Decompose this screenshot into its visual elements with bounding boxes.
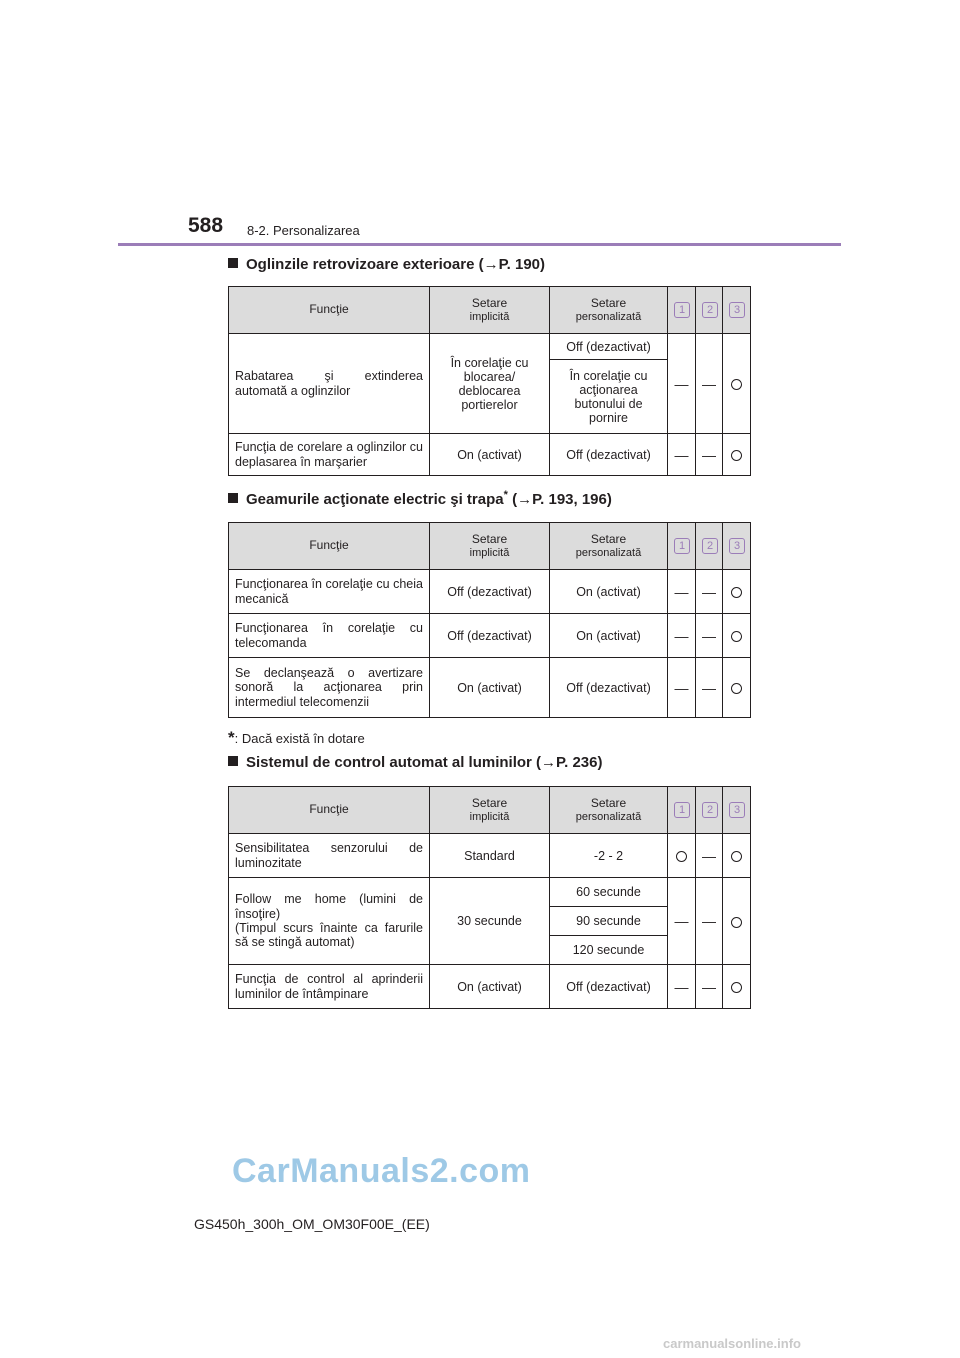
mark-cell: —	[668, 658, 696, 718]
custom-cell: 120 secunde	[550, 936, 668, 965]
default-cell: On (activat)	[430, 965, 550, 1009]
function-cell: Funcţionarea în corelaţie cu telecomanda	[229, 614, 430, 658]
mark-cell: —	[696, 570, 723, 614]
function-cell: Rabatarea şi extinderea automată a oglinzilor	[229, 334, 430, 434]
circle-mark-icon	[731, 917, 742, 928]
mark-cell: —	[696, 834, 723, 878]
table-row	[229, 965, 751, 1009]
mark-cell	[668, 834, 696, 878]
col-default: Setare implicită	[430, 523, 550, 570]
lights-table	[228, 786, 751, 1009]
lights-heading	[228, 754, 602, 771]
header-divider	[118, 243, 841, 246]
mark-cell: —	[696, 878, 723, 965]
mark-cell: —	[696, 965, 723, 1009]
circle-mark-icon	[731, 631, 742, 642]
table-row	[229, 834, 751, 878]
circle-mark-icon	[731, 982, 742, 993]
page-number: 588	[188, 214, 224, 237]
mirrors-heading-text: Oglinzile retrovizoare exterioare (→P. 190)	[246, 256, 546, 273]
col-num-2: 2	[696, 787, 723, 834]
default-cell: Standard	[430, 834, 550, 878]
lights-heading-text: Sistemul de control automat al luminilor (→P. 236)	[246, 754, 603, 771]
default-cell: On (activat)	[430, 434, 550, 476]
col-default: Setare implicită	[430, 787, 550, 834]
custom-cell: Off (dezactivat)	[550, 658, 668, 718]
function-cell: Funcţia de control al aprinderii luminilor de întâmpinare	[229, 965, 430, 1009]
function-cell: Funcţia de corelare a oglinzilor cu deplasarea în marşarier	[229, 434, 430, 476]
footnote	[228, 728, 365, 748]
bullet-square-icon	[228, 493, 238, 503]
mark-cell	[723, 334, 751, 434]
custom-cell: On (activat)	[550, 614, 668, 658]
windows-heading-ref: (→P. 193, 196)	[507, 491, 612, 508]
mark-cell: —	[696, 658, 723, 718]
table-header-row	[229, 287, 751, 334]
mark-cell	[723, 434, 751, 476]
circle-mark-icon	[731, 851, 742, 862]
col-custom: Setare personalizată	[550, 787, 668, 834]
function-cell: Se declanşează o avertizare sonoră la acţionarea prin intermediul telecomenzii	[229, 658, 430, 718]
col-custom: Setare personalizată	[550, 523, 668, 570]
col-num-1: 1	[668, 787, 696, 834]
custom-cell: Off (dezactivat)	[550, 434, 668, 476]
table-header-row	[229, 787, 751, 834]
mirrors-heading	[228, 256, 545, 273]
custom-cell: On (activat)	[550, 570, 668, 614]
col-num-3: 3	[723, 787, 751, 834]
footnote-text: : Dacă există în dotare	[234, 731, 365, 746]
document-id: GS450h_300h_OM_OM30F00E_(EE)	[194, 1216, 430, 1232]
windows-heading	[228, 489, 612, 508]
mark-cell	[723, 834, 751, 878]
col-num-3: 3	[723, 287, 751, 334]
mark-cell	[723, 614, 751, 658]
mark-cell: —	[668, 570, 696, 614]
mark-cell	[723, 570, 751, 614]
function-line: Follow me home (lumini de însoţire)	[235, 892, 423, 921]
function-cell: Funcţionarea în corelaţie cu cheia mecanică	[229, 570, 430, 614]
function-cell	[229, 878, 430, 965]
mark-cell	[723, 878, 751, 965]
mark-cell: —	[668, 965, 696, 1009]
mark-cell: —	[696, 614, 723, 658]
function-line: (Timpul scurs înainte ca farurile să se stingă automat)	[235, 921, 423, 950]
mirrors-table	[228, 286, 751, 476]
mark-cell: —	[696, 334, 723, 434]
table-row	[229, 570, 751, 614]
col-function: Funcţie	[229, 787, 430, 834]
col-num-1: 1	[668, 287, 696, 334]
table-row	[229, 658, 751, 718]
watermark-logo: CarManuals2.com	[232, 1152, 531, 1190]
default-cell: Off (dezactivat)	[430, 614, 550, 658]
mark-cell: —	[696, 434, 723, 476]
col-num-2: 2	[696, 523, 723, 570]
col-num-1: 1	[668, 523, 696, 570]
function-cell: Sensibilitatea senzorului de luminozitate	[229, 834, 430, 878]
table-row	[229, 434, 751, 476]
default-cell: Off (dezactivat)	[430, 570, 550, 614]
mark-cell: —	[668, 434, 696, 476]
windows-heading-text: Geamurile acţionate electric şi trapa	[246, 491, 504, 508]
col-function: Funcţie	[229, 287, 430, 334]
custom-cell: Off (dezactivat)	[550, 965, 668, 1009]
bullet-square-icon	[228, 756, 238, 766]
default-cell: În corelaţie cu blocarea/ deblocarea portierelor	[430, 334, 550, 434]
mark-cell: —	[668, 878, 696, 965]
windows-table	[228, 522, 751, 718]
circle-mark-icon	[731, 450, 742, 461]
col-default: Setare implicită	[430, 287, 550, 334]
table-row	[229, 878, 751, 907]
circle-mark-icon	[676, 851, 687, 862]
footnote-star: *	[503, 489, 508, 501]
bullet-square-icon	[228, 258, 238, 268]
footnote-star: *	[228, 728, 235, 747]
col-num-2: 2	[696, 287, 723, 334]
col-function: Funcţie	[229, 523, 430, 570]
mark-cell	[723, 658, 751, 718]
col-custom: Setare personalizată	[550, 287, 668, 334]
table-row	[229, 334, 751, 360]
circle-mark-icon	[731, 587, 742, 598]
custom-cell: În corelaţie cu acţionarea butonului de pornire	[550, 360, 668, 434]
table-header-row	[229, 523, 751, 570]
section-title: 8-2. Personalizarea	[247, 223, 360, 238]
col-num-3: 3	[723, 523, 751, 570]
custom-cell: -2 - 2	[550, 834, 668, 878]
mark-cell: —	[668, 334, 696, 434]
mark-cell	[723, 965, 751, 1009]
circle-mark-icon	[731, 683, 742, 694]
custom-cell: 60 secunde	[550, 878, 668, 907]
corner-watermark: carmanualsonline.info	[663, 1336, 801, 1351]
circle-mark-icon	[731, 379, 742, 390]
default-cell: 30 secunde	[430, 878, 550, 965]
custom-cell: Off (dezactivat)	[550, 334, 668, 360]
custom-cell: 90 secunde	[550, 907, 668, 936]
mark-cell: —	[668, 614, 696, 658]
default-cell: On (activat)	[430, 658, 550, 718]
table-row	[229, 614, 751, 658]
